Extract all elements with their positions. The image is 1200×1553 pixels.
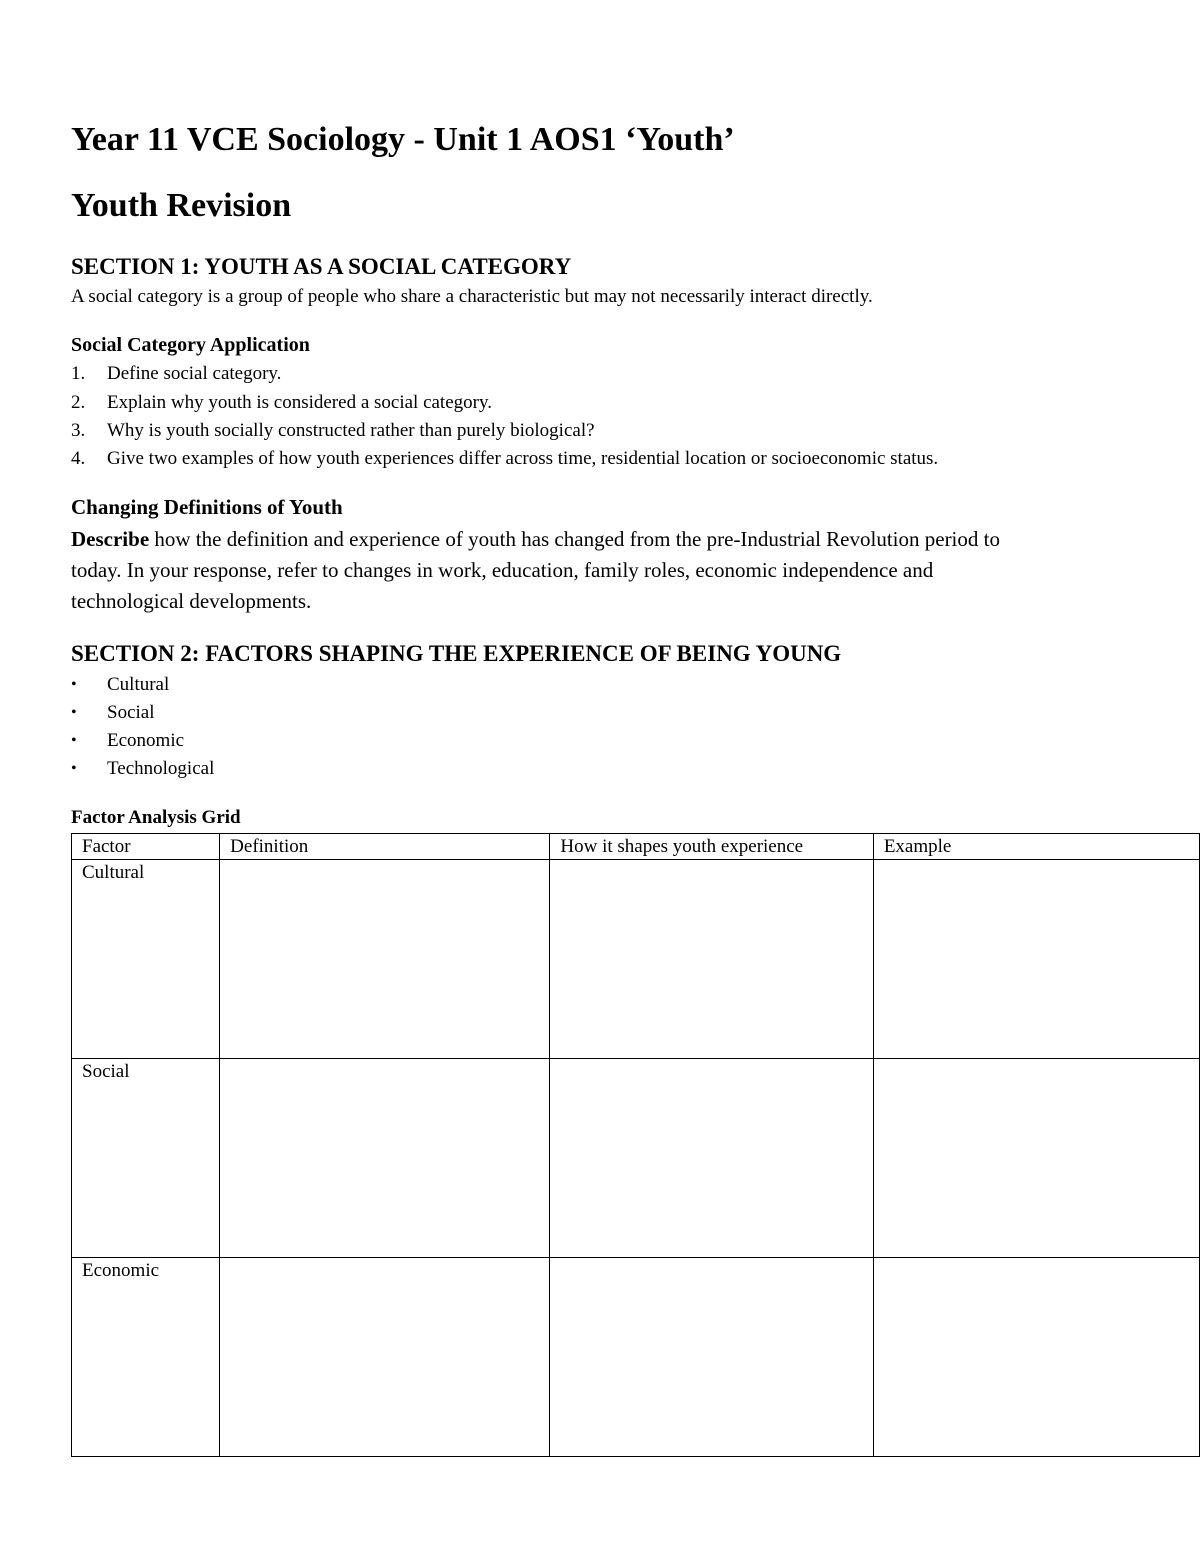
changing-definitions-text: how the definition and experience of youth has changed from the pre-Industrial Revolution period to — [149, 527, 1000, 551]
table-row — [72, 860, 1200, 1059]
table-row — [72, 1258, 1200, 1457]
document-title: Year 11 VCE Sociology - Unit 1 AOS1 ‘Youth’ — [71, 121, 735, 158]
list-text: Why is youth socially constructed rather than purely biological? — [107, 420, 595, 441]
describe-keyword: Describe — [71, 527, 150, 551]
bullet-icon: • — [71, 704, 77, 721]
example-cell[interactable] — [873, 1059, 1199, 1258]
factor-cell: Economic — [72, 1258, 220, 1457]
column-header-definition: Definition — [220, 834, 550, 860]
how-it-shapes-cell[interactable] — [550, 1059, 873, 1258]
section-2-heading: SECTION 2: FACTORS SHAPING THE EXPERIENCE OF BEING YOUNG — [71, 641, 842, 666]
factor-analysis-grid-heading: Factor Analysis Grid — [71, 807, 241, 828]
document-subtitle: Youth Revision — [71, 187, 292, 224]
factors-list — [71, 675, 471, 785]
list-text: Define social category. — [107, 363, 282, 384]
factor-analysis-grid — [71, 833, 1200, 1457]
list-number: 1. — [71, 363, 86, 384]
list-text: Social — [107, 702, 155, 723]
list-text: Technological — [107, 758, 215, 779]
social-category-definition: A social category is a group of people who share a characteristic but may not necessarily interact directly. — [71, 286, 873, 307]
how-it-shapes-cell[interactable] — [550, 860, 873, 1059]
table-row — [72, 1059, 1200, 1258]
list-text: Give two examples of how youth experiences differ across time, residential location or socioeconomic status. — [107, 448, 939, 469]
table-header-row — [72, 834, 1200, 860]
list-number: 3. — [71, 420, 86, 441]
changing-definitions-line-1 — [71, 529, 1000, 550]
example-cell[interactable] — [873, 860, 1199, 1059]
definition-cell[interactable] — [220, 1258, 550, 1457]
list-number: 2. — [71, 392, 86, 413]
section-1-heading: SECTION 1: YOUTH AS A SOCIAL CATEGORY — [71, 254, 572, 279]
bullet-icon: • — [71, 760, 77, 777]
changing-definitions-heading: Changing Definitions of Youth — [71, 495, 343, 519]
application-list — [71, 364, 1171, 474]
list-text: Explain why youth is considered a social category. — [107, 392, 492, 413]
factor-cell: Cultural — [72, 860, 220, 1059]
changing-definitions-line-2: today. In your response, refer to changes in work, education, family roles, economic independence and — [71, 558, 934, 582]
bullet-icon: • — [71, 732, 77, 749]
list-text: Cultural — [107, 674, 170, 695]
definition-cell[interactable] — [220, 860, 550, 1059]
list-number: 4. — [71, 448, 86, 469]
factor-cell: Social — [72, 1059, 220, 1258]
definition-cell[interactable] — [220, 1059, 550, 1258]
changing-definitions-line-3: technological developments. — [71, 589, 312, 613]
column-header-factor: Factor — [72, 834, 220, 860]
column-header-example: Example — [873, 834, 1199, 860]
example-cell[interactable] — [873, 1258, 1199, 1457]
column-header-how-it-shapes: How it shapes youth experience — [550, 834, 873, 860]
how-it-shapes-cell[interactable] — [550, 1258, 873, 1457]
bullet-icon: • — [71, 676, 77, 693]
social-category-application-heading: Social Category Application — [71, 334, 310, 356]
list-text: Economic — [107, 730, 185, 751]
